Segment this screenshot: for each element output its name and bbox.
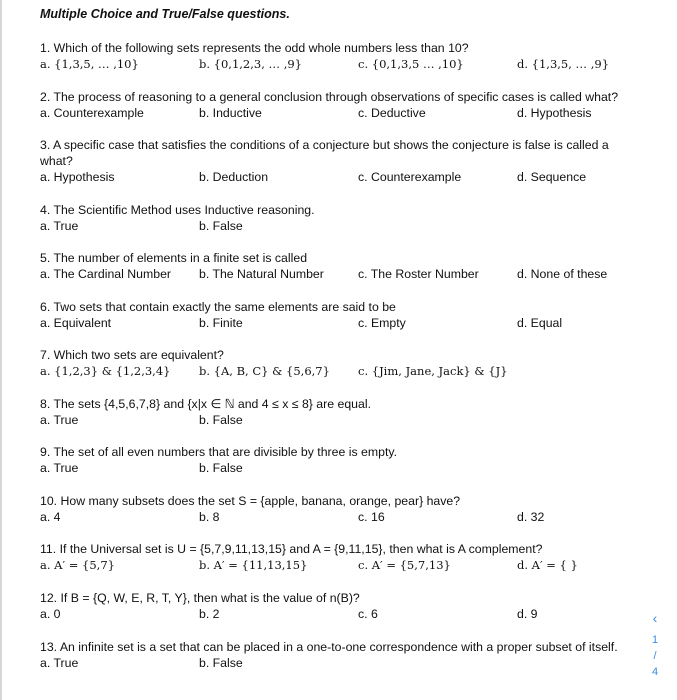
option-a: a. Hypothesis xyxy=(40,170,115,184)
option-c: c. A′ = {5,7,13} xyxy=(358,558,451,572)
option-b: b. 2 xyxy=(199,607,220,621)
option-c: c. 16 xyxy=(358,510,385,524)
pager-total: 4 xyxy=(651,666,659,678)
question-stem: 3. A specific case that satisfies the conditions of a conjecture but shows the conjecture is false is called a what? xyxy=(40,138,609,168)
option-d: d. 32 xyxy=(517,510,545,524)
option-a: a. A′ = {5,7} xyxy=(40,558,115,572)
option-d: d. Sequence xyxy=(517,170,587,184)
option-c: c. {0,1,3,5 … ,10} xyxy=(358,57,464,71)
question-8 xyxy=(40,396,630,428)
option-d: d. None of these xyxy=(517,267,608,281)
question-13 xyxy=(40,639,630,671)
question-4 xyxy=(40,202,630,234)
option-a: a. True xyxy=(40,656,79,670)
option-b: b. A′ = {11,13,15} xyxy=(199,558,308,572)
question-12 xyxy=(40,590,630,622)
question-9 xyxy=(40,444,630,476)
option-b: b. False xyxy=(199,656,243,670)
question-stem: 2. The process of reasoning to a general conclusion through observations of specific cases is called what? xyxy=(40,90,619,104)
pager-current: 1 xyxy=(651,634,659,646)
question-stem: 6. Two sets that contain exactly the same elements are said to be xyxy=(40,300,396,314)
option-d: d. A′ = { } xyxy=(517,558,578,572)
option-c: c. The Roster Number xyxy=(358,267,479,281)
page-title: Multiple Choice and True/False questions. xyxy=(40,7,290,21)
question-10 xyxy=(40,493,630,525)
option-b: b. Deduction xyxy=(199,170,269,184)
option-b: b. {0,1,2,3, … ,9} xyxy=(199,57,302,71)
question-1 xyxy=(40,40,630,72)
option-b: b. {A, B, C} & {5,6,7} xyxy=(199,364,330,378)
question-7 xyxy=(40,347,630,379)
option-b: b. Finite xyxy=(199,316,243,330)
question-11 xyxy=(40,541,630,573)
option-b: b. 8 xyxy=(199,510,220,524)
option-d: d. {1,3,5, … ,9} xyxy=(517,57,610,71)
question-stem: 12. If B = {Q, W, E, R, T, Y}, then what is the value of n(B)? xyxy=(40,591,360,605)
option-a: a. The Cardinal Number xyxy=(40,267,172,281)
option-c: c. 6 xyxy=(358,607,378,621)
chevron-left-icon[interactable]: ‹ xyxy=(652,610,658,626)
option-a: a. True xyxy=(40,219,79,233)
option-a: a. 4 xyxy=(40,510,61,524)
option-b: b. The Natural Number xyxy=(199,267,324,281)
question-stem: 7. Which two sets are equivalent? xyxy=(40,348,224,362)
question-6 xyxy=(40,299,630,331)
question-2 xyxy=(40,89,630,121)
pager-separator: / xyxy=(653,650,657,662)
question-3 xyxy=(40,137,630,185)
option-a: a. {1,3,5, … ,10} xyxy=(40,57,139,71)
question-stem: 11. If the Universal set is U = {5,7,9,11,13,15} and A = {9,11,15}, then what is A complement? xyxy=(40,542,543,556)
option-c: c. {Jim, Jane, Jack} & {J} xyxy=(358,364,508,378)
option-c: c. Empty xyxy=(358,316,406,330)
option-c: c. Counterexample xyxy=(358,170,462,184)
option-a: a. True xyxy=(40,413,79,427)
question-stem: 10. How many subsets does the set S = {apple, banana, orange, pear} have? xyxy=(40,494,461,508)
option-a: a. Equivalent xyxy=(40,316,112,330)
option-b: b. False xyxy=(199,413,243,427)
option-c: c. Deductive xyxy=(358,106,426,120)
question-stem: 9. The set of all even numbers that are divisible by three is empty. xyxy=(40,445,398,459)
question-stem: 8. The sets {4,5,6,7,8} and {x|x ∈ ℕ and 4 ≤ x ≤ 8} are equal. xyxy=(40,397,371,411)
option-a: a. {1,2,3} & {1,2,3,4} xyxy=(40,364,171,378)
option-b: b. Inductive xyxy=(199,106,262,120)
question-stem: 5. The number of elements in a finite set is called xyxy=(40,251,308,265)
question-stem: 13. An infinite set is a set that can be placed in a one-to-one correspondence with a proper subset of itself. xyxy=(40,640,618,654)
question-stem: 1. Which of the following sets represents the odd whole numbers less than 10? xyxy=(40,41,469,55)
option-b: b. False xyxy=(199,219,243,233)
page-edge xyxy=(0,0,2,700)
option-d: d. Equal xyxy=(517,316,563,330)
option-b: b. False xyxy=(199,461,243,475)
question-stem: 4. The Scientific Method uses Inductive reasoning. xyxy=(40,203,315,217)
option-a: a. True xyxy=(40,461,79,475)
question-5 xyxy=(40,250,630,282)
page-pager xyxy=(647,610,663,680)
option-a: a. Counterexample xyxy=(40,106,144,120)
option-d: d. 9 xyxy=(517,607,538,621)
option-a: a. 0 xyxy=(40,607,61,621)
option-d: d. Hypothesis xyxy=(517,106,592,120)
